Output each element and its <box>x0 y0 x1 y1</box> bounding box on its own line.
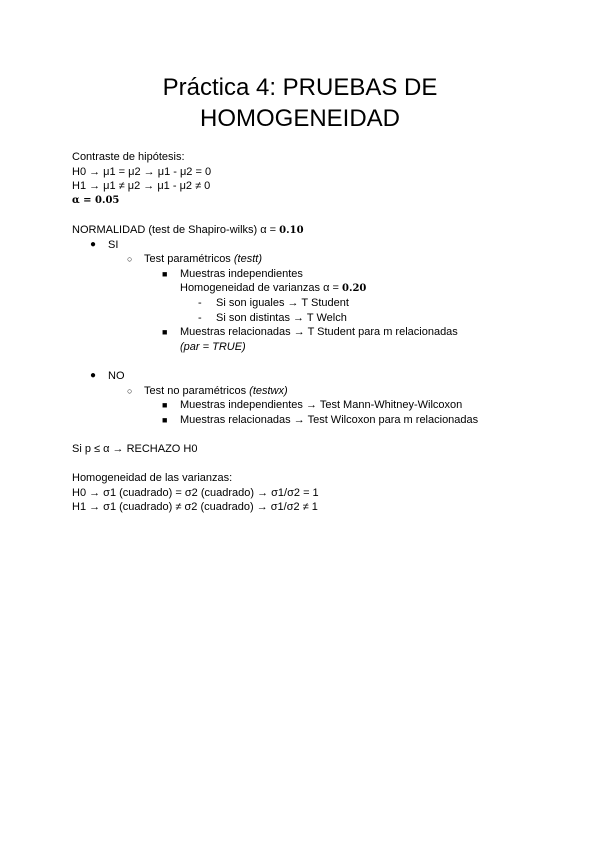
list-item-iguales <box>72 296 542 311</box>
bullet-circle-icon: ○ <box>127 385 133 396</box>
si-label: SI <box>108 238 119 251</box>
relacionadas-note-line <box>72 340 542 355</box>
relacionadas-note: (par = TRUE) <box>180 340 246 353</box>
list-item-test-parametricos <box>72 252 542 267</box>
bullet-square-icon: ■ <box>162 327 168 338</box>
bullet-dash-icon: - <box>198 296 202 309</box>
contraste-heading: Contraste de hipótesis: <box>72 151 185 163</box>
no-relacionadas-label: Muestras relacionadas → Test Wilcoxon para m relacionadas <box>180 413 479 426</box>
homogeneidad-line <box>72 281 542 296</box>
rechazo-rule: Si p ≤ α → RECHAZO H0 <box>72 442 198 455</box>
page-title <box>0 72 600 134</box>
bullet-circle-icon: ○ <box>127 254 133 265</box>
list-item-si <box>72 238 542 253</box>
bullet-dash-icon: - <box>198 311 202 324</box>
normalidad-label: NORMALIDAD (test de Shapiro-wilks) α = <box>72 223 280 236</box>
bullet-square-icon: ■ <box>162 414 168 425</box>
list-item-distintas <box>72 311 542 326</box>
document-body <box>72 150 542 515</box>
bullet-square-icon: ■ <box>162 400 168 411</box>
varianzas-h1: H1 → σ1 (cuadrado) ≠ σ2 (cuadrado) → σ1/σ2 ≠ 1 <box>72 501 318 514</box>
title-line-1: Práctica 4: PRUEBAS DE <box>162 74 438 101</box>
list-item-no <box>72 369 542 384</box>
no-independientes-label: Muestras independientes → Test Mann-Whitney-Wilcoxon <box>180 399 463 412</box>
normalidad-line <box>72 223 542 238</box>
title-line-2: HOMOGENEIDAD <box>199 105 400 132</box>
list-item-muestras-relacionadas <box>72 325 542 340</box>
spacer <box>72 354 542 369</box>
homogeneidad-alpha: 0.20 <box>342 283 367 295</box>
homogeneidad-label: Homogeneidad de varianzas α = <box>180 282 342 295</box>
muestras-relacionadas-label: Muestras relacionadas → T Student para m relacionadas <box>180 326 458 339</box>
bullet-square-icon: ■ <box>162 268 168 279</box>
iguales-label: Si son iguales → T Student <box>216 296 349 309</box>
contraste-h1: H1 → μ1 ≠ μ2 → μ1 - μ2 ≠ 0 <box>72 180 211 193</box>
list-item-no-relacionadas <box>72 413 542 428</box>
no-label: NO <box>108 369 125 382</box>
spacer <box>72 208 542 223</box>
varianzas-h0: H0 → σ1 (cuadrado) = σ2 (cuadrado) → σ1/σ2 = 1 <box>72 486 319 499</box>
test-parametricos-code: (testt) <box>233 253 262 266</box>
bullet-disc-icon: ● <box>90 238 97 250</box>
bullet-disc-icon: ● <box>90 369 97 381</box>
test-no-parametricos-code: (testwx) <box>249 384 288 397</box>
list-item-no-independientes <box>72 398 542 413</box>
contraste-h0: H0 → μ1 = μ2 → μ1 - μ2 = 0 <box>72 165 212 178</box>
muestras-independientes-label: Muestras independientes <box>180 267 303 280</box>
normalidad-alpha: 0.10 <box>279 224 304 236</box>
test-no-parametricos-label: Test no paramétricos <box>144 384 250 397</box>
list-item-muestras-independientes <box>72 267 542 282</box>
varianzas-heading: Homogeneidad de las varianzas: <box>72 472 233 485</box>
spacer <box>72 427 542 442</box>
test-parametricos-label: Test paramétricos <box>144 253 234 266</box>
distintas-label: Si son distintas → T Welch <box>216 311 347 324</box>
contraste-alpha: α = 0.05 <box>72 194 120 206</box>
spacer <box>72 456 542 471</box>
list-item-test-no-parametricos <box>72 384 542 399</box>
